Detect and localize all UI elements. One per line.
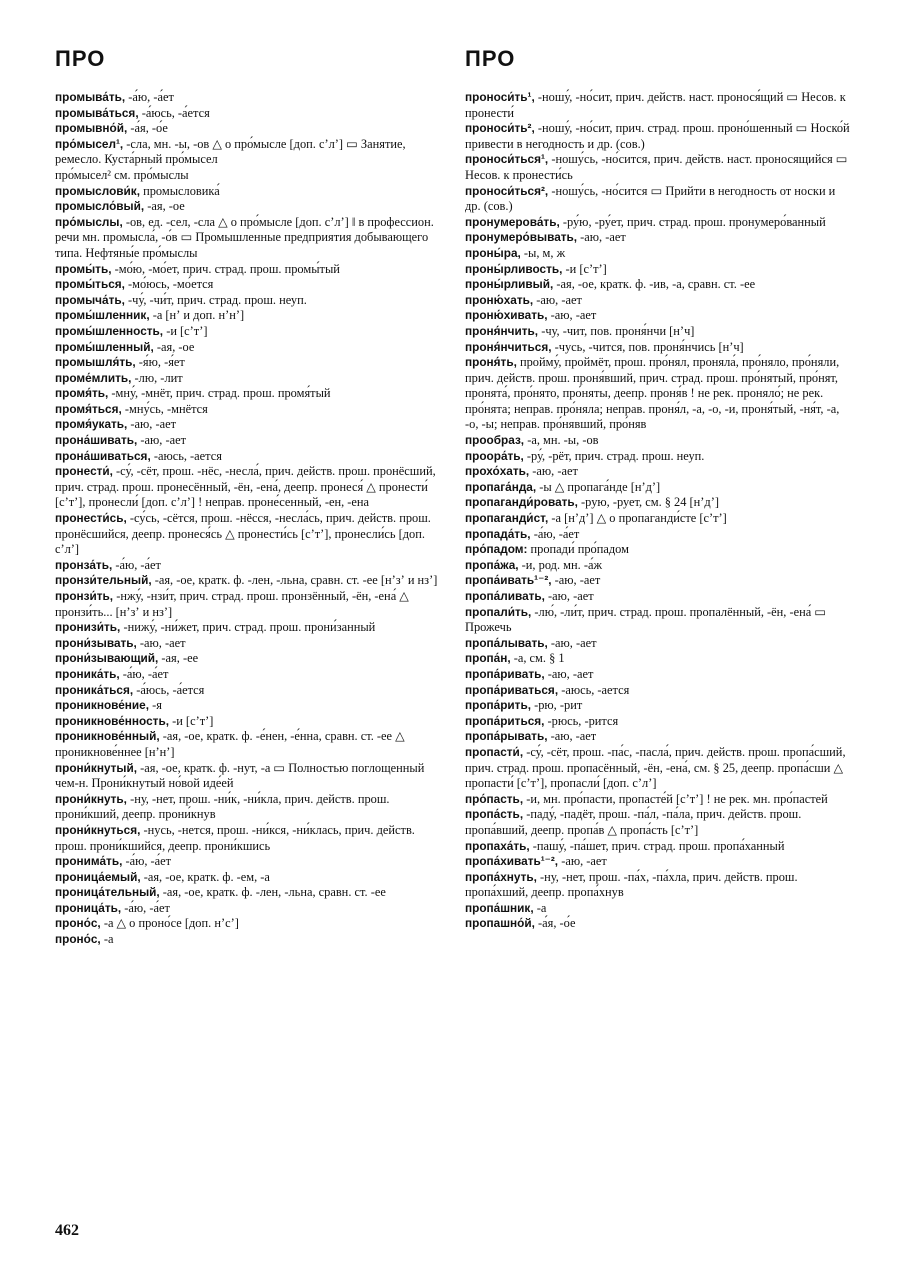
dictionary-entry	[465, 495, 853, 511]
dictionary-entry	[465, 152, 853, 183]
entry-headword: пропаха́ть,	[465, 838, 530, 853]
entry-body: -рюсь, -рится	[544, 713, 619, 728]
entry-headword: проника́ться,	[55, 682, 134, 697]
entry-headword: пропа́жа,	[465, 557, 519, 572]
entry-body: -а́я, -о́е	[534, 916, 576, 931]
entry-body: пропади́ про́падом	[527, 542, 629, 557]
dictionary-entry	[55, 402, 438, 418]
entry-headword: прона́шивать,	[55, 433, 138, 448]
entry-body: -нижу́, -ни́жет, прич. страд. прош. прони́занный	[120, 620, 376, 635]
dictionary-entry	[465, 651, 853, 667]
dictionary-entry	[55, 636, 438, 652]
entry-headword: про́мысел¹,	[55, 136, 124, 151]
dictionary-entry	[55, 698, 438, 714]
entry-headword: про́пасть,	[465, 791, 524, 806]
dictionary-entry	[55, 324, 438, 340]
dictionary-entry	[55, 293, 438, 309]
dictionary-entry	[55, 262, 438, 278]
dictionary-entry	[465, 340, 853, 356]
dictionary-entry	[465, 90, 853, 121]
entry-headword: пронима́ть,	[55, 854, 123, 869]
entry-headword: прохо́хать,	[465, 464, 530, 479]
dictionary-entry	[465, 480, 853, 496]
entry-body: -ру́, -рёт, прич. страд. прош. неуп.	[523, 448, 705, 463]
entry-body: -аю, -ает	[547, 729, 597, 744]
entry-body: -а́я, -о́е	[127, 121, 168, 136]
entry-body: -паду́, -падёт, прош. -па́л, -па́ла, прич. действ. прош. пропа́вший, деепр. пропа́в △ пропа́сть [сʼтʼ]	[465, 807, 802, 837]
entry-headword: пропа́рить,	[465, 698, 531, 713]
dictionary-entry	[465, 698, 853, 714]
entry-body: -аюсь, -ается	[558, 682, 630, 697]
entry-body: -аю, -ает	[551, 573, 601, 588]
dictionary-entry	[55, 573, 438, 589]
dictionary-entry	[465, 121, 853, 152]
entry-body: -ношу́сь, -но́сится, прич. действ. наст. проносящийся ▭ Несов. к пронести́сь	[465, 152, 848, 182]
entry-body: -и [сʼтʼ]	[562, 261, 607, 276]
entry-body: -чу, -чит, пов. проня́нчи [нʼч]	[538, 323, 695, 338]
dictionary-entry	[465, 839, 853, 855]
dictionary-entry	[465, 729, 853, 745]
left-column	[55, 90, 438, 948]
entry-body: -а́ю, -а́ет	[530, 526, 580, 541]
entry-body: -а [нʼ и доп. нʼнʼ]	[149, 308, 245, 323]
dictionary-entry	[465, 324, 853, 340]
entry-body: -и [сʼтʼ]	[168, 713, 214, 728]
entry-headword: пропа́ивать¹⁻²,	[465, 573, 552, 588]
entry-headword: пропа́ривать,	[465, 666, 545, 681]
dictionary-entry	[465, 901, 853, 917]
entry-body: -рую, -рует, см. § 24 [нʼдʼ]	[577, 495, 719, 510]
dictionary-entry	[55, 433, 438, 449]
entry-body: -нусь, -нется, прош. -ни́кся, -ни́клась, прич. действ. прош. прони́кшийся, деепр. прони́кшись	[55, 822, 415, 853]
entry-headword: пронести́сь,	[55, 511, 127, 526]
entry-body: -мо́юсь, -мо́ется	[124, 277, 214, 292]
entry-headword: промыслови́к,	[55, 183, 140, 198]
entry-body: -ая, -ое, кратк. ф. -е́нен, -е́нна, сравн. ст. -ее △ проникнове́ннее [нʼнʼ]	[55, 729, 405, 759]
dictionary-entry	[55, 340, 438, 356]
dictionary-entry	[55, 870, 438, 886]
entry-body: -а	[533, 900, 547, 915]
entry-body: про́мысел² см. про́мыслы	[55, 167, 189, 182]
dictionary-entry	[55, 683, 438, 699]
entry-body: -а́ю, -а́ет	[119, 666, 169, 681]
entry-headword: промыва́ться,	[55, 105, 139, 120]
entry-headword: промя́ть,	[55, 386, 109, 401]
entry-headword: проница́тельный,	[55, 885, 160, 900]
entry-body: -сла, мн. -ы, -ов △ о про́мысле [доп. сʼлʼ] ▭ Занятие, ремесло. Куста́рный про́мысел	[55, 136, 406, 167]
entry-headword: проме́млить,	[55, 370, 132, 385]
entry-body: -а́ю, -а́ет	[121, 900, 170, 915]
dictionary-entry	[465, 807, 853, 838]
entry-headword: проница́емый,	[55, 869, 141, 884]
entry-headword: проница́ть,	[55, 900, 122, 915]
dictionary-entry	[55, 714, 438, 730]
entry-headword: прона́шиваться,	[55, 448, 151, 463]
entry-body: -ну, -нет, прош. -ни́к, -ни́кла, прич. действ. прош. прони́кший, деепр. прони́кнув	[55, 791, 390, 822]
entry-headword: промы́шленность,	[55, 323, 164, 338]
dictionary-entry	[55, 589, 438, 620]
entry-body: -рю, -рит	[531, 698, 583, 713]
entry-headword: прони́зывающий,	[55, 651, 159, 666]
dictionary-entry	[55, 417, 438, 433]
entry-body: -аю, -ает	[547, 308, 597, 323]
dictionary-entry	[55, 168, 438, 184]
entry-body: -а́ю, -а́ет	[122, 854, 172, 869]
entry-body: -ая, -ое, кратк. ф. -нут, -а ▭ Полностью поглощенный чем-н. Прони́кнутый но́вой иде́ей	[55, 760, 425, 791]
entry-body: -лю́, -ли́т, прич. страд. прош. пропалённый, -ён, -ена́ ▭ Прожечь	[465, 604, 827, 635]
dictionary-entry	[465, 355, 853, 433]
entry-headword: проно́с,	[55, 916, 101, 931]
entry-headword: промыва́ть,	[55, 90, 126, 104]
entry-headword: прони́кнуться,	[55, 822, 141, 837]
entry-body: -а △ о проно́се [доп. нʼсʼ]	[100, 916, 239, 931]
entry-body: -а́юсь, -а́ется	[133, 682, 205, 697]
entry-headword: пронизи́ть,	[55, 620, 121, 635]
dictionary-entry	[465, 683, 853, 699]
entry-body: -ну, -нет, прош. -па́х, -па́хла, прич. действ. прош. пропа́хший, деепр. пропа́хнув	[465, 869, 798, 900]
entry-headword: про́мыслы,	[55, 214, 123, 229]
entry-headword: проноси́ться²,	[465, 183, 549, 198]
entry-body: -ая, -ое	[144, 199, 185, 214]
dictionary-entry	[465, 667, 853, 683]
entry-body: -и, род. мн. -а́ж	[518, 557, 603, 572]
entry-headword: пронзи́тельный,	[55, 573, 152, 588]
dictionary-entry	[465, 308, 853, 324]
dictionary-entry	[465, 527, 853, 543]
dictionary-entry	[55, 277, 438, 293]
entry-headword: пропага́нда,	[465, 479, 537, 494]
entry-body: -аю, -ает	[544, 589, 594, 603]
entry-headword: прони́зывать,	[55, 635, 137, 650]
entry-headword: пронумерова́ть,	[465, 214, 560, 229]
dictionary-entry	[55, 885, 438, 901]
entry-headword: проны́рливый,	[465, 277, 554, 292]
dictionary-entry	[55, 215, 438, 262]
dictionary-entry	[465, 854, 853, 870]
entry-body: пройму́, проймёт, прош. про́нял, проняла́, про́няло, про́няли, прич. действ. прош. проня́вший, прич. страд. прош. про́нятый, про́нят, пронята́, про́нято, про́няты, деепр. проня́в ! не рек. проняло́; не рек. про́нята; неправ. про́няла; неправ. проня́л, -а, -о, -и, проня́тый, -ня́т, -а, -о, -ы; неправ. про́нявший, про́няв	[465, 355, 840, 432]
dictionary-entry	[55, 667, 438, 683]
dictionary-entry	[465, 589, 853, 605]
entry-headword: пропа́риваться,	[465, 682, 559, 697]
running-header-right: ПРО	[465, 46, 516, 71]
entry-body: -ы, м, ж	[520, 245, 566, 260]
entry-body: -ношу́, -но́сит, прич. страд. прош. проно́шенный ▭ Носко́й привести в негодность и др. (сов.)	[465, 121, 850, 151]
dictionary-entry	[55, 355, 438, 371]
dictionary-entry	[465, 573, 853, 589]
dictionary-entry	[55, 184, 438, 200]
entry-headword: пропали́ть,	[465, 604, 532, 619]
entry-headword: прони́кнутый,	[55, 760, 138, 775]
entry-headword: пропа́ливать,	[465, 589, 545, 603]
dictionary-entry	[465, 464, 853, 480]
entry-body: -а, см. § 1	[510, 651, 565, 666]
entry-headword: пропаганди́ст,	[465, 511, 549, 526]
dictionary-entry	[465, 293, 853, 309]
dictionary-entry	[55, 137, 438, 168]
entry-body: -ая, -ое	[153, 339, 195, 354]
entry-body: -ая, -ее	[158, 651, 199, 666]
entry-headword: проны́рливость,	[465, 261, 563, 276]
entry-headword: промыча́ть,	[55, 292, 125, 307]
running-header-left: ПРО	[55, 46, 106, 71]
page-number: 462	[55, 1222, 79, 1239]
entry-headword: проня́нчить,	[465, 323, 539, 338]
dictionary-entry	[465, 277, 853, 293]
dictionary-entry	[55, 932, 438, 948]
entry-headword: проноси́ться¹,	[465, 152, 549, 167]
entry-body: -нжу́, -нзи́т, прич. страд. прош. пронзённый, -ён, -ена́ △ пронзи́ть... [нʼзʼ и нзʼ]	[55, 589, 409, 619]
entry-body: -мну́, -мнёт, прич. страд. прош. промя́тый	[108, 386, 331, 401]
dictionary-entry	[55, 308, 438, 324]
entry-headword: пропасти́,	[465, 744, 524, 759]
dictionary-entry	[55, 651, 438, 667]
dictionary-entry	[465, 792, 853, 808]
entry-body: -ы △ пропага́нде [нʼдʼ]	[536, 479, 661, 494]
dictionary-entry	[465, 246, 853, 262]
entry-body: -пашу́, -па́шет, прич. страд. прош. пропа́ханный	[529, 838, 785, 853]
dictionary-entry	[55, 792, 438, 823]
dictionary-entry	[465, 230, 853, 246]
entry-headword: промя́ться,	[55, 401, 122, 416]
entry-body: -аю, -ает	[577, 230, 626, 245]
entry-headword: промысло́вый,	[55, 199, 145, 214]
entry-body: -ая, -ое, кратк. ф. -лен, -льна, сравн. ст. -ее [нʼзʼ и нзʼ]	[151, 573, 438, 588]
entry-body: -ру́ю, -ру́ет, прич. страд. прош. пронумеро́ванный	[559, 214, 826, 229]
entry-body: -а́ю, -а́ет	[125, 90, 174, 104]
entry-body: -су́, -сёт, прош. -нёс, -несла́, прич. действ. прош. пронёсший, прич. страд. прош. пронесённый, -ён, -ена́, деепр. пронеся́ △ пронести́ [сʼтʼ], пронесли́ [доп. сʼлʼ] ! неправ. проне́сенный, -ен, -ена	[55, 464, 436, 510]
entry-headword: пропаганди́ровать,	[465, 495, 578, 510]
entry-headword: промы́шленный,	[55, 339, 154, 354]
dictionary-entry	[55, 916, 438, 932]
entry-body: -а, мн. -ы, -ов	[524, 433, 599, 448]
entry-headword: промы́ться,	[55, 277, 125, 292]
entry-headword: проня́ть,	[465, 355, 517, 370]
entry-headword: промывно́й,	[55, 121, 128, 136]
dictionary-entry	[465, 511, 853, 527]
dictionary-entry	[465, 558, 853, 574]
entry-headword: пропа́сть,	[465, 807, 524, 822]
right-column	[465, 90, 853, 932]
dictionary-entry	[465, 636, 853, 652]
entry-body: -аю, -ает	[529, 464, 578, 479]
entry-body: промысловика́	[139, 183, 220, 198]
entry-body: -мо́ю, -мо́ет, прич. страд. прош. промы́тый	[111, 261, 340, 276]
dictionary-entry	[465, 184, 853, 215]
dictionary-entry	[55, 371, 438, 387]
dictionary-entry	[465, 916, 853, 932]
entry-headword: пропа́хнуть,	[465, 869, 537, 884]
entry-body: -аю, -ает	[558, 854, 607, 869]
entry-headword: проноси́ть¹,	[465, 90, 535, 104]
dictionary-entry	[465, 870, 853, 901]
entry-headword: проноси́ть²,	[465, 121, 535, 136]
entry-body: -аю, -ает	[544, 666, 594, 681]
dictionary-entry	[55, 620, 438, 636]
entry-body: -аю, -ает	[136, 635, 186, 650]
entry-headword: проня́нчиться,	[465, 339, 552, 354]
entry-headword: прообраз,	[465, 433, 525, 448]
entry-headword: проно́с,	[55, 932, 101, 947]
dictionary-entry	[55, 90, 438, 106]
entry-body: -аю, -ает	[127, 417, 177, 432]
entry-headword: проникнове́нность,	[55, 713, 169, 728]
entry-body: -а́юсь, -а́ется	[138, 105, 210, 120]
entry-headword: пропа́рывать,	[465, 729, 548, 744]
entry-body: -а	[100, 932, 114, 947]
dictionary-entry	[55, 199, 438, 215]
entry-headword: прони́кнуть,	[55, 791, 127, 806]
dictionary-entry	[465, 449, 853, 465]
entry-headword: пропашно́й,	[465, 916, 535, 931]
entry-body: -и [сʼтʼ]	[163, 323, 208, 338]
dictionary-entry	[55, 464, 438, 511]
entry-body: -ая, -ое, кратк. ф. -ем, -а	[140, 869, 270, 884]
dictionary-entry	[55, 386, 438, 402]
dictionary-entry	[55, 823, 438, 854]
entry-headword: пропа́лывать,	[465, 635, 548, 650]
entry-headword: пронзи́ть,	[55, 589, 114, 603]
dictionary-entry	[55, 854, 438, 870]
entry-headword: промя́укать,	[55, 417, 128, 432]
dictionary-entry	[465, 605, 853, 636]
entry-headword: проны́ра,	[465, 245, 521, 260]
dictionary-entry	[465, 542, 853, 558]
dictionary-entry	[55, 761, 438, 792]
entry-headword: промышля́ть,	[55, 355, 136, 370]
entry-body: -чусь, -чится, пов. проня́нчись [нʼч]	[551, 339, 744, 354]
entry-headword: пронза́ть,	[55, 557, 113, 572]
entry-body: -а́ю, -а́ет	[112, 557, 161, 572]
dictionary-entry	[55, 558, 438, 574]
entry-body: -ов, ед. -сел, -сла △ о про́мысле [доп. сʼлʼ] ‖ в профессион. речи мн. промысла́, -о́в ▭ Промышленные предприятия добывающего типа. Нефтяны́е про́мыслы	[55, 214, 434, 260]
entry-body: -су́, -сёт, прош. -па́с, -пасла́, прич. действ. прош. пропа́сший, прич. страд. прош. пропасённый, -ён, -ена́, см. § 25, деепр. пропа́сши △ пропасти́ [сʼтʼ], пропасли́ [доп. сʼлʼ]	[465, 744, 846, 791]
entry-headword: проора́ть,	[465, 448, 524, 463]
entry-headword: промы́шленник,	[55, 308, 150, 323]
entry-headword: проню́хать,	[465, 292, 534, 307]
entry-headword: проникнове́нный,	[55, 729, 160, 744]
entry-headword: пропада́ть,	[465, 526, 531, 541]
entry-headword: про́падом:	[465, 542, 528, 557]
dictionary-entry	[465, 262, 853, 278]
entry-headword: пропа́н,	[465, 651, 511, 666]
entry-headword: проника́ть,	[55, 666, 120, 681]
entry-headword: промы́ть,	[55, 261, 112, 276]
dictionary-entry	[55, 121, 438, 137]
dictionary-entry	[55, 449, 438, 465]
entry-headword: проню́хивать,	[465, 308, 548, 323]
entry-body: -аю, -ает	[533, 292, 582, 307]
entry-headword: проникнове́ние,	[55, 698, 150, 713]
dictionary-entry	[55, 901, 438, 917]
entry-body: -я	[149, 698, 162, 713]
entry-body: -ношу́сь, -но́сится ▭ Прийти в негодность от носки и др. (сов.)	[465, 183, 836, 214]
entry-body: -я́ю, -я́ет	[135, 355, 185, 370]
entry-body: -лю, -лит	[131, 370, 183, 385]
dictionary-entry	[465, 745, 853, 792]
entry-headword: пронести́,	[55, 464, 113, 479]
entry-body: -ая, -ое, кратк. ф. -ив, -а, сравн. ст. -ее	[553, 277, 756, 292]
dictionary-entry	[55, 729, 438, 760]
entry-body: -мну́сь, -мнётся	[121, 401, 208, 416]
dictionary-entry	[465, 433, 853, 449]
entry-body: -а [нʼдʼ] △ о пропаганди́сте [сʼтʼ]	[548, 511, 727, 526]
entry-body: -и, мн. про́пасти, пропасте́й [сʼтʼ] ! не рек. мн. про́пастей	[523, 791, 828, 806]
entry-body: -ношу́, -но́сит, прич. действ. наст. пронося́щий ▭ Несов. к пронести́	[465, 90, 846, 120]
entry-body: -аюсь, -ается	[150, 448, 222, 463]
entry-body: -аю, -ает	[137, 433, 186, 448]
dictionary-entry	[465, 215, 853, 231]
entry-body: -чу́, -чи́т, прич. страд. прош. неуп.	[124, 292, 307, 307]
entry-body: -су́сь, -сётся, прош. -нёсся, -несла́сь, прич. действ. прош. пронёсшийся, деепр. пронеся́сь △ пронести́сь [сʼтʼ], пронесли́сь [доп. сʼлʼ]	[55, 511, 431, 557]
entry-headword: пропа́риться,	[465, 713, 545, 728]
entry-body: -аю, -ает	[547, 635, 597, 650]
dictionary-entry	[55, 106, 438, 122]
entry-headword: пронумеро́вывать,	[465, 230, 578, 245]
entry-headword: пропа́хивать¹⁻²,	[465, 854, 559, 869]
entry-headword: пропа́шник,	[465, 900, 534, 915]
entry-body: -ая, -ое, кратк. ф. -лен, -льна, сравн. ст. -ее	[159, 885, 386, 900]
dictionary-entry	[55, 511, 438, 558]
dictionary-entry	[465, 714, 853, 730]
